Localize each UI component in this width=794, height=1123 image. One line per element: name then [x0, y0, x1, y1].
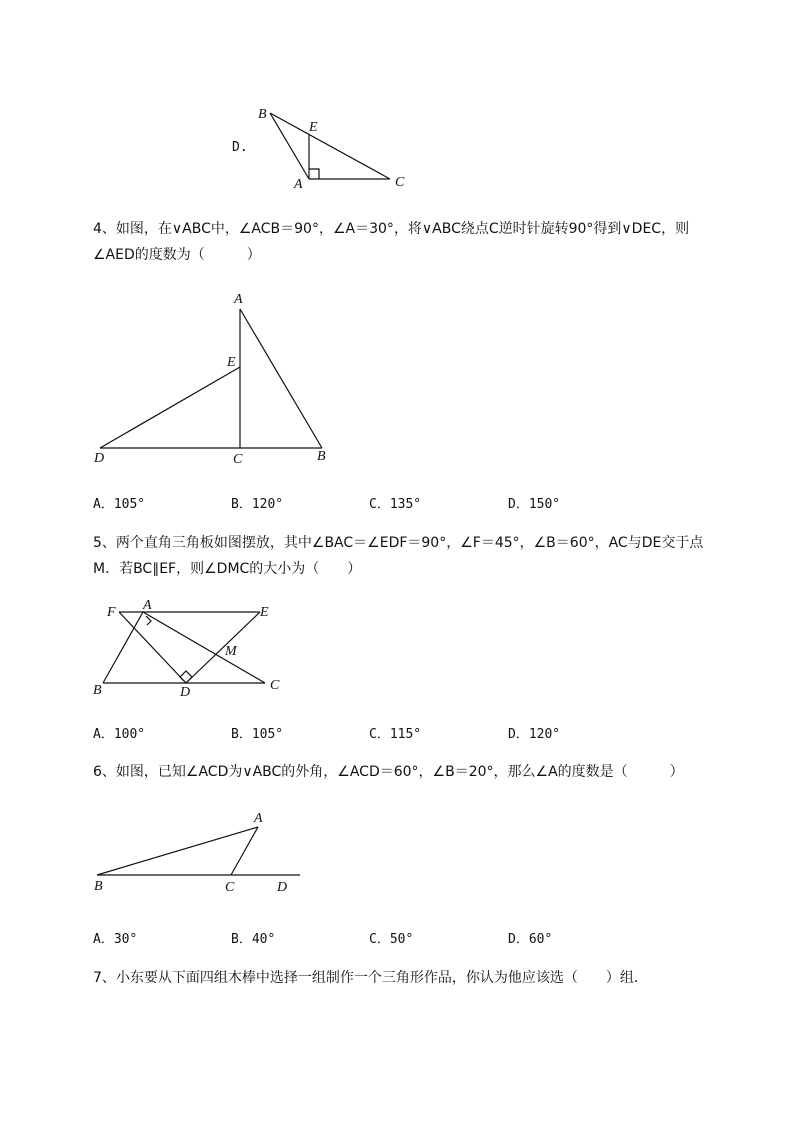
q5-text-line2: M．若BC∥EF，则∠DMC的大小为（ ） — [93, 561, 362, 577]
q5-label-b: B — [93, 683, 102, 698]
q3-option-d-label: D. — [232, 140, 248, 155]
q5-label-m: M — [225, 644, 237, 659]
q6-option-a: A．30° — [93, 932, 138, 947]
q3-label-a: A — [294, 177, 303, 192]
q6-label-a: A — [254, 811, 263, 826]
q4-option-d: D．150° — [508, 497, 561, 512]
q6-label-d: D — [277, 880, 288, 895]
q6-text-line1: 6、如图，已知∠ACD为∨ABC的外角，∠ACD＝60°，∠B＝20°，那么∠A的度数是（ ） — [93, 764, 684, 780]
q5-label-c: C — [270, 678, 280, 693]
q5-option-d: D．120° — [508, 727, 561, 742]
q4-text-line1: 4、如图，在∨ABC中，∠ACB＝90°，∠A＝30°，将∨ABC绕点C逆时针旋转90°得到∨DEC，则 — [93, 221, 690, 237]
q5-label-f: F — [107, 605, 116, 620]
q6-option-b: B．40° — [231, 932, 276, 947]
q6-label-c: C — [225, 880, 235, 895]
q5-option-c: C．115° — [369, 727, 422, 742]
q5-label-d: D — [180, 685, 191, 700]
q5-text-line1: 5、两个直角三角板如图摆放，其中∠BAC＝∠EDF＝90°，∠F＝45°，∠B＝60°，AC与DE交于点 — [93, 535, 704, 551]
q5-label-e: E — [260, 605, 269, 620]
q6-option-d: D．60° — [508, 932, 553, 947]
q4-option-b: B．120° — [231, 497, 284, 512]
q5-option-b: B．105° — [231, 727, 284, 742]
q6-label-b: B — [94, 879, 103, 894]
q4-label-c: C — [233, 452, 243, 467]
q5-option-a: A．100° — [93, 727, 146, 742]
q6-option-c: C．50° — [369, 932, 414, 947]
q4-label-b: B — [317, 449, 326, 464]
q3-label-b: B — [258, 107, 267, 122]
q6-segment-ba — [97, 827, 258, 875]
q4-label-e: E — [227, 355, 236, 370]
q5-label-a: A — [143, 598, 152, 613]
q4-option-a: A．105° — [93, 497, 146, 512]
q3-label-e: E — [309, 120, 318, 135]
q3-label-c: C — [395, 175, 405, 190]
q4-label-d: D — [94, 451, 105, 466]
q4-label-a: A — [234, 292, 243, 307]
q4-text-line2: ∠AED的度数为（ ） — [93, 247, 261, 263]
q7-text-line1: 7、小东要从下面四组木棒中选择一组制作一个三角形作品，你认为他应该选（ ）组． — [93, 970, 648, 986]
q4-option-c: C．135° — [369, 497, 422, 512]
